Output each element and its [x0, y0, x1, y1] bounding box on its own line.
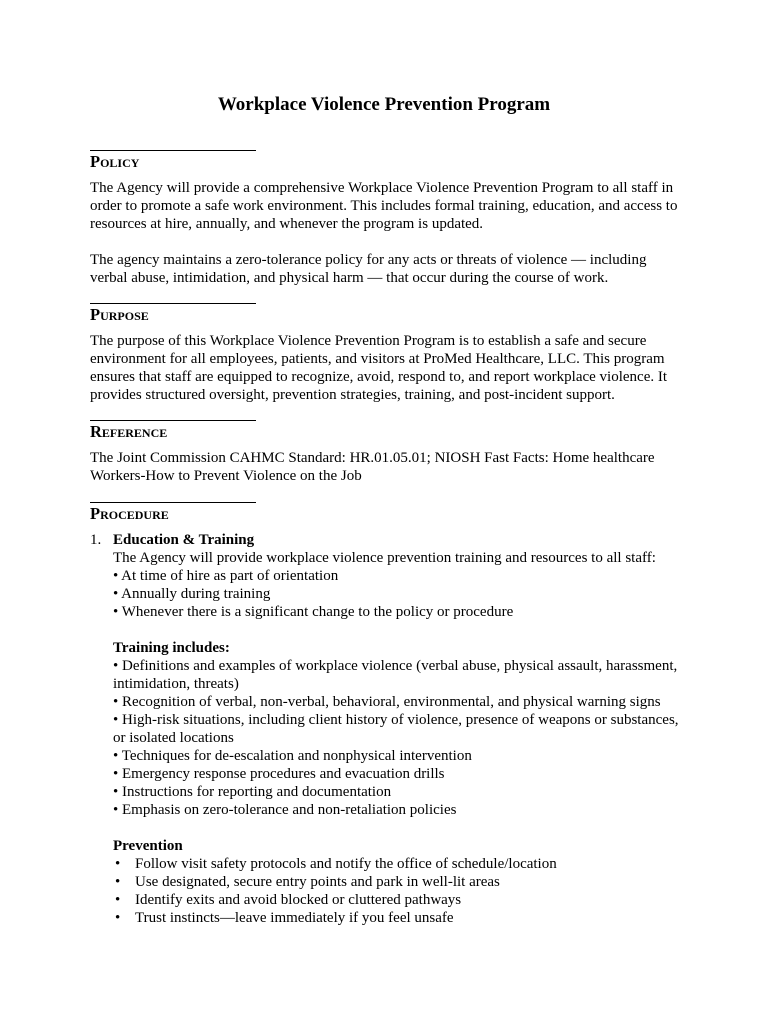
section-divider: [90, 420, 256, 421]
reference-heading: Reference: [90, 422, 168, 441]
reference-paragraph: The Joint Commission CAHMC Standard: HR.01.05.01; NIOSH Fast Facts: Home healthcare Workers-How to Prevent Violence on the Job: [90, 450, 655, 484]
timing-item: • Annually during training: [113, 586, 271, 602]
procedure-item-number: 1.: [90, 532, 102, 548]
prevention-list: [113, 855, 680, 927]
timing-item: • Whenever there is a significant change to the policy or procedure: [113, 604, 514, 620]
prevention-item-text: Follow visit safety protocols and notify the office of schedule/location: [135, 856, 557, 872]
section-divider: [90, 303, 256, 304]
training-heading: Training includes:: [113, 640, 230, 656]
procedure-item-intro: The Agency will provide workplace violence prevention training and resources to all staff:: [113, 550, 656, 566]
training-item: • Techniques for de-escalation and nonphysical intervention: [113, 748, 472, 764]
prevention-heading: Prevention: [113, 838, 183, 854]
prevention-item: [113, 909, 680, 927]
procedure-section: [90, 502, 680, 927]
prevention-item-text: Trust instincts—leave immediately if you feel unsafe: [135, 910, 454, 926]
training-item: • High-risk situations, including client history of violence, presence of weapons or substances, or isolated locations: [113, 712, 679, 746]
bullet-icon: •: [115, 856, 121, 872]
training-item: • Instructions for reporting and documentation: [113, 784, 392, 800]
document-title: Workplace Violence Prevention Program: [217, 94, 551, 115]
purpose-section: [90, 303, 680, 404]
bullet-icon: •: [115, 892, 121, 908]
procedure-item: [90, 531, 680, 927]
section-divider: [90, 502, 256, 503]
bullet-icon: •: [115, 874, 121, 890]
prevention-item-text: Identify exits and avoid blocked or cluttered pathways: [135, 892, 462, 908]
prevention-item-text: Use designated, secure entry points and park in well-lit areas: [135, 874, 500, 890]
procedure-item-title: Education & Training: [113, 532, 255, 548]
training-item: • Recognition of verbal, non-verbal, behavioral, environmental, and physical warning signs: [113, 694, 661, 710]
training-item: • Emphasis on zero-tolerance and non-retaliation policies: [113, 802, 457, 818]
purpose-heading: Purpose: [90, 305, 149, 324]
section-divider: [90, 150, 256, 151]
policy-section: [90, 150, 680, 287]
policy-paragraph: The agency maintains a zero-tolerance policy for any acts or threats of violence — including verbal abuse, intimidation, and physical harm — that occur during the course of work.: [90, 252, 647, 286]
purpose-paragraph: The purpose of this Workplace Violence Prevention Program is to establish a safe and secure environment for all employees, patients, and visitors at ProMed Healthcare, LLC. This program ensures that staff are equipped to recognize, avoid, respond to, and report workplace violence. It provides structured oversight, prevention strategies, training, and post-incident support.: [90, 333, 668, 403]
bullet-icon: •: [115, 910, 121, 926]
training-item: • Definitions and examples of workplace violence (verbal abuse, physical assault, harassment, intimidation, threats): [113, 658, 678, 692]
training-item: • Emergency response procedures and evacuation drills: [113, 766, 445, 782]
policy-heading: Policy: [90, 152, 140, 171]
reference-section: [90, 420, 680, 485]
procedure-heading: Procedure: [90, 504, 169, 523]
timing-item: • At time of hire as part of orientation: [113, 568, 339, 584]
policy-paragraph: The Agency will provide a comprehensive Workplace Violence Prevention Program to all staff in order to promote a safe work environment. This includes formal training, education, and access to resources at hire, annually, and whenever the program is updated.: [90, 180, 678, 232]
prevention-item: [113, 891, 680, 909]
prevention-item: [113, 855, 680, 873]
prevention-item: [113, 873, 680, 891]
